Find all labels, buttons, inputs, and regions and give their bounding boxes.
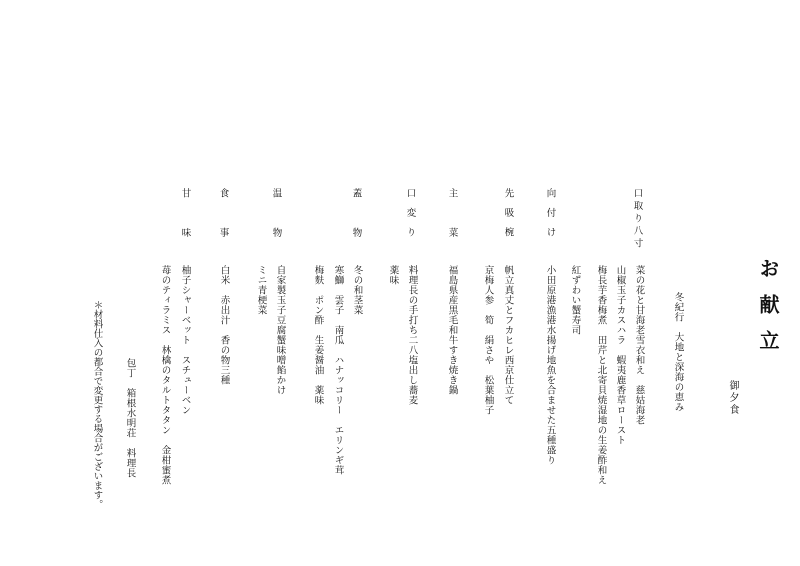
dish-line: 薬味 <box>387 265 399 285</box>
meal-label: 御夕食 <box>727 380 738 416</box>
dish-line: 京梅人参 筍 絹さや 松葉柚子 <box>482 265 494 415</box>
course-label-kuchigawari: 口変り <box>404 188 416 247</box>
footnote: ＊材料仕入の都合で変更する場合がございます。 <box>91 300 103 509</box>
dish-line: 梅長芋香梅煮 田芹と北寄貝焼湿地の生姜酢和え <box>595 265 607 485</box>
dish-line: 自家製玉子豆腐蟹味噌餡かけ <box>274 265 286 395</box>
dish-line: 苺のティラミス 林檎のタルトタタン 金柑蜜煮 <box>159 265 171 485</box>
course-label-shusai: 主菜 <box>446 188 458 267</box>
dish-line: 山椒玉子カスハラ 蝦夷鹿香草ロースト <box>614 265 626 445</box>
menu-title: お献立 <box>756 258 780 366</box>
dish-line: 白米 赤出汁 香の物三種 <box>218 265 230 385</box>
dish-line: 小田原港漁港水揚げ地魚を合ませた五種盛り <box>544 265 556 465</box>
course-label-kuchitori: 口取り八寸 <box>631 188 643 251</box>
course-label-shokuji: 食事 <box>217 188 229 267</box>
dish-line: 福島県産黒毛和牛すき焼き鍋 <box>446 265 458 395</box>
course-label-sakisuiwan: 先吸椀 <box>502 188 514 247</box>
course-label-kanmi: 甘味 <box>179 188 191 267</box>
dish-line: 冬の和茎菜 <box>351 265 363 315</box>
dish-line: 料理長の手打ち二八塩出し蕎麦 <box>406 265 418 405</box>
dish-line: 帆立真丈とフカヒレ西京仕立て <box>502 265 514 405</box>
dish-line: ミニ青梗菜 <box>255 265 267 315</box>
dish-line: 紅ずわい蟹寿司 <box>569 265 581 335</box>
chef-signature: 包丁 箱根水明荘 料理長 <box>124 358 136 478</box>
dish-line: 梅麩 ポン酢 生姜醤油 薬味 <box>312 265 324 405</box>
course-label-mukozuke: 向付け <box>544 188 556 247</box>
menu-theme: 冬紀行 大地と深海の恵み <box>672 292 684 412</box>
dish-line: 寒鰤 雲子 南瓜 ハナッコリー エリンギ茸 <box>332 265 344 475</box>
dish-line: 柚子シャーベット スチューベン <box>179 265 191 415</box>
course-label-futamono: 蓋物 <box>350 188 362 267</box>
dish-line: 菜の花と甘海老雪衣和え 慈姑海老 <box>633 265 645 425</box>
course-label-onmono: 温物 <box>270 188 282 267</box>
